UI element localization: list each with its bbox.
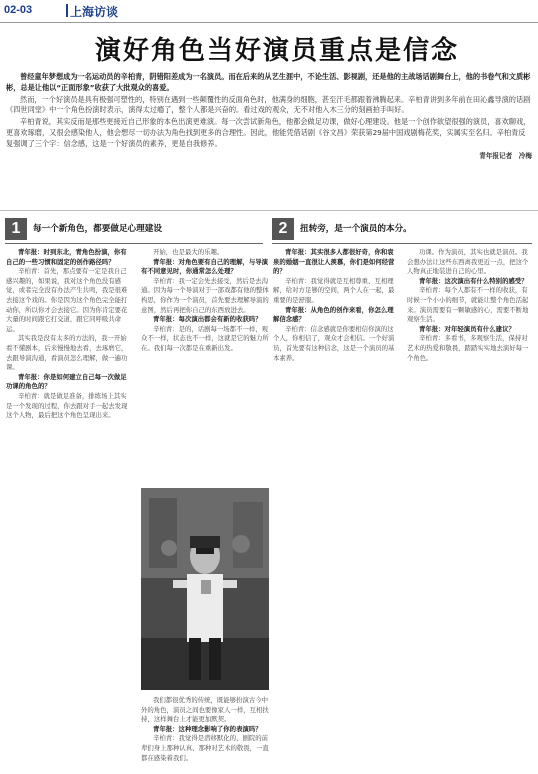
- interview-question: 青年报：这次演出有什么特别的感受？: [419, 276, 528, 285]
- actor-photo-illustration: [141, 488, 269, 690]
- interview-answer: 其实我是没有太多的方法的，我一开始看不懂剧本，后来慢慢地去看，去琢磨它，去跟导演沟通，看演员怎么理解，做一遍功课。: [6, 334, 128, 372]
- interview-question: 青年报：对角色要有自己的理解，与导演有不同意见时，你通常怎么处理？: [141, 257, 269, 276]
- headline: 演好角色当好演员重点是信念: [95, 36, 460, 66]
- reporter-credit: 青年报记者 冷梅: [479, 151, 532, 160]
- section-heading-2: [272, 218, 532, 242]
- actor-photo: [141, 488, 269, 690]
- lead-paragraph: 然而，一个好演员是具有极强可塑性的，特别在遇到一些颠覆性的反面角色时，他满身的细胞，甚至汗毛都跟着沸腾起来。辛柏青讲到多年前在田沁鑫导演的话剧《四世同堂》中一个角色扮演时表示，演得太过瘾了，整个人都是兴奋的。看过戏的观众，无不对他入木三分的刻画拍手叫好。: [6, 94, 531, 115]
- interview-question: 青年报：这种理念影响了你的表演吗？: [153, 724, 262, 733]
- article-column: [141, 248, 269, 484]
- lead-intro: 曾经童年梦想成为一名运动员的辛柏青，阴错阳差成为一名演员。而在后来的从艺生涯中，不论生活、影视剧，还是他的主战场话剧舞台上，他的书卷气和文质彬彬，总是让他以“正面形象”收获了大批观众的喜爱。: [6, 72, 531, 92]
- interview-answer: 辛柏青：就是做足准备，排练场上其实是一个发现的过程，你去跟对手一起去发现这个人物，最后把这个角色呈现出来。: [6, 391, 128, 420]
- section-number: 1: [5, 218, 27, 240]
- interview-answer: 辛柏青：信念感就是你要相信你演的这个人，你相信了，观众才会相信。一个好演员，首先要有这种信念，这是一个演员的基本素养。: [273, 324, 395, 362]
- article-column: [6, 248, 132, 768]
- interview-question: 青年报：其实很多人都很好奇，你和袁泉的婚姻一直很让人羡慕，你们是如何经营的？: [273, 248, 395, 276]
- section-rule: [5, 243, 263, 244]
- interview-answer: 辛柏青：我觉得是潜移默化的，剧院的前辈们身上那种认真、那种对艺术的敬畏，一直都在感染着我们。: [141, 734, 269, 762]
- article-column: [141, 696, 269, 770]
- interview-answer: 开始，也是最大的乐趣。: [153, 248, 224, 256]
- interview-answer: 辛柏青：每个人都有不一样的收获，有时候一个小小的细节，就能让整个角色活起来。演员需要有一颗敏感的心，需要不断地观察生活。: [407, 286, 529, 324]
- interview-question: 青年报：时到东北，青角色扮演，你有自己的一些习惯和固定的创作路径吗？: [6, 248, 127, 266]
- interview-answer: 辛柏青：我觉得就是互相尊重、互相理解，给对方足够的空间，两个人在一起，最重要的是舒服。: [273, 276, 395, 304]
- interview-answer: 辛柏青：多看书，多观察生活，保持对艺术的热爱和敬畏，踏踏实实地去演好每一个角色。: [407, 334, 529, 362]
- header-divider: [66, 4, 68, 17]
- article-column: [407, 248, 533, 768]
- header-rule: [0, 22, 538, 23]
- page-header: [0, 0, 538, 26]
- interview-question: 青年报：从角色的创作来看，你怎么理解信念感？: [273, 305, 394, 324]
- interview-answer: 辛柏青：首先，那点要有一定是我自己感兴趣的，如果说，我对这个角色没有感觉，或者完全没有办法产生共鸣，我是很难去接这个戏的。你是因为这个角色完全能打动你，所以你才会去接它。因为你肯定要花大量的时间跟它打交道，跟它同呼吸共命运。: [6, 267, 128, 333]
- interview-question: 青年报：你是如何建立自己每一次做足功课的角色的？: [6, 372, 127, 391]
- lead-paragraphs: [6, 72, 532, 161]
- interview-answer: 我们都很优秀的传统，既能够扮演古今中外的角色，演员之间也要像家人一样，互相扶持，这样舞台上才能更加默契。: [141, 696, 269, 724]
- interview-question: 青年报：每次演出都会有新的收获吗？: [153, 315, 262, 324]
- section-name: 上海访谈: [70, 5, 119, 19]
- interview-answer: 辛柏青：我一定会先去接受，然后是去沟通。因为每一个导演对于一部戏都有他的整体构思，你作为一个演员，首先要去理解导演的意图，然后再把你自己的东西放进去。: [141, 276, 269, 314]
- section-divider: [0, 210, 538, 211]
- section-title: 扭转旁，是一个演员的本分。: [300, 224, 412, 234]
- section-rule: [272, 243, 532, 244]
- interview-question: 青年报：对年轻演员有什么建议？: [419, 324, 515, 333]
- page-number: 02-03: [4, 4, 33, 16]
- section-heading-1: [5, 218, 265, 242]
- article-column: [273, 248, 399, 768]
- interview-answer: 功课。作为演员，其实也就是演员。我会想办法让这些东西离我更近一点，把这个人物真正地装进自己的心里。: [407, 248, 529, 276]
- section-number: 2: [272, 218, 294, 240]
- interview-answer: 辛柏青：是的，话剧每一场都不一样，观众不一样，状态也不一样，这就是它的魅力所在。我们每一次都是在重新出发。: [141, 324, 269, 352]
- section-title: 每一个新角色，都要做足心理建设: [33, 224, 162, 234]
- lead-paragraph: 辛柏青说，其实反而是那些更接近自己形象的本色出演更难演。每一次尝试新角色，他都会做足功课，做好心理建设。他是一个创作欲望很强的演员，喜欢聊戏，更喜欢琢磨，又很会感染他人，他会想尽一切办法为角色找到更多的合理性。因此，他能凭借话剧《谷文昌》荣获第29届中国戏剧梅花奖，实属实至名归。辛柏青反复强调了三个字：信念感，这是一个好演员的素养，更是自我修养。: [6, 117, 531, 148]
